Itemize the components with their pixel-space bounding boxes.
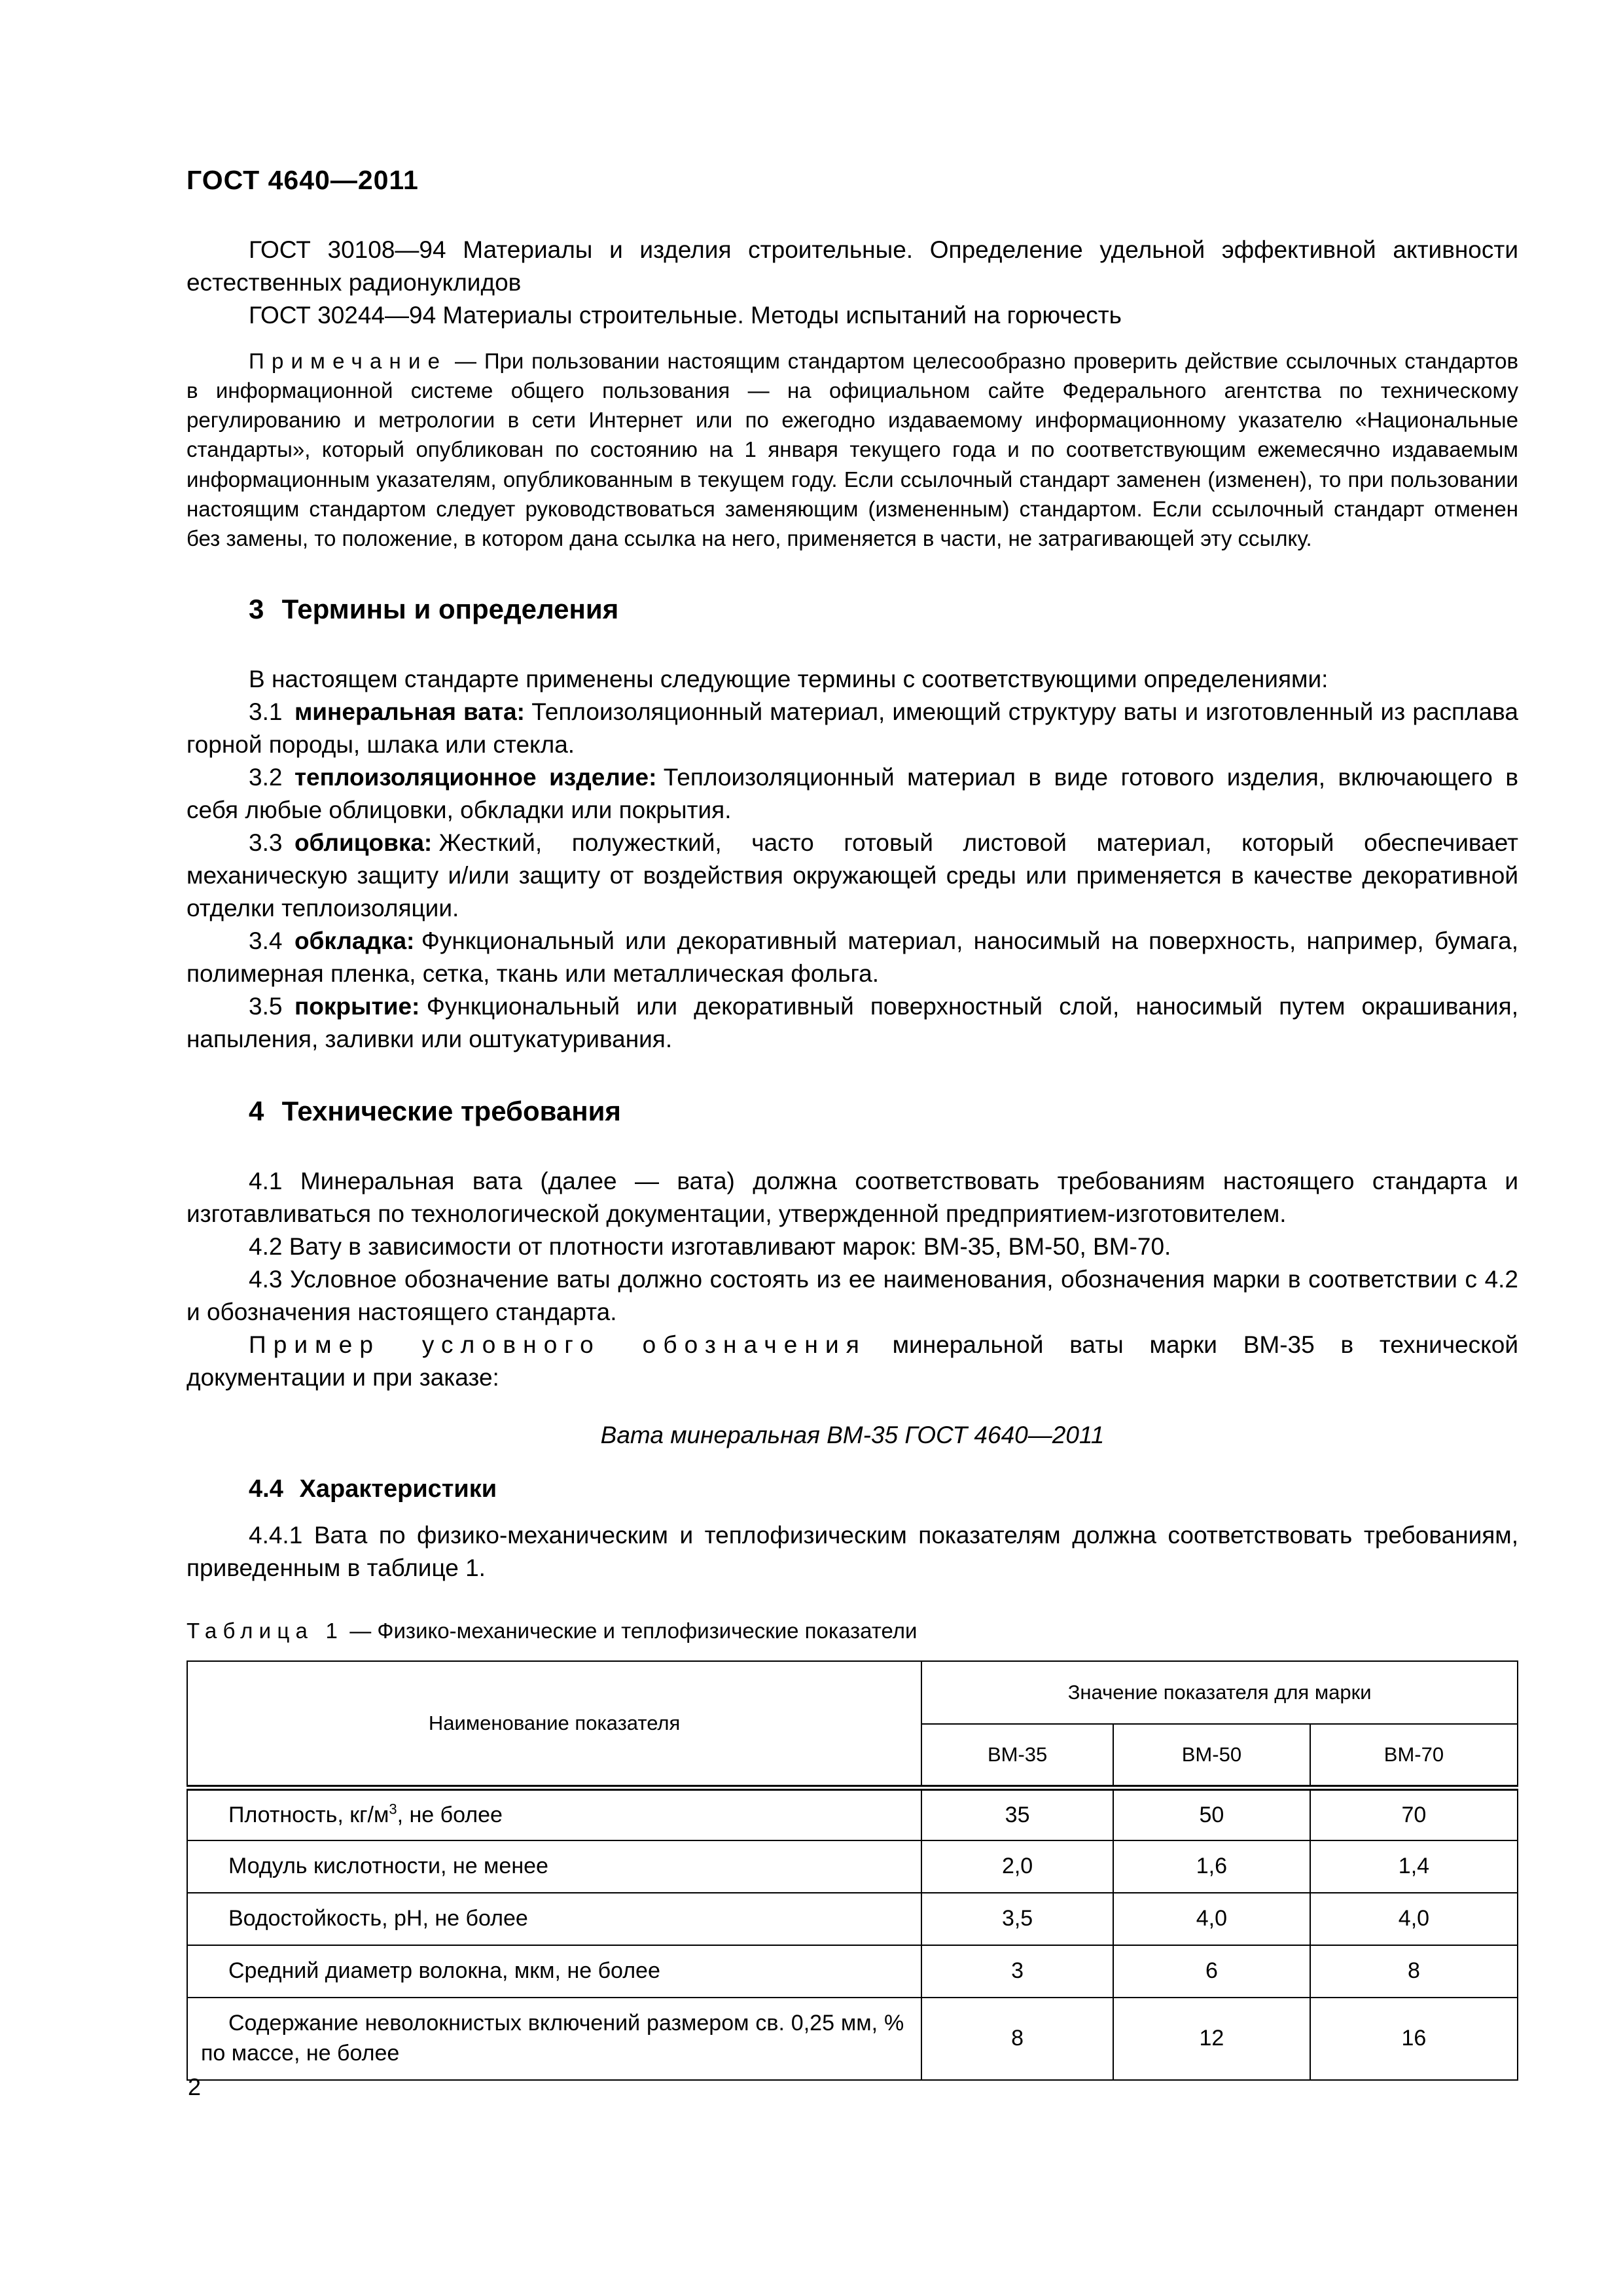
term-3-4 xyxy=(187,925,1518,990)
clause-4-1: 4.1 Минеральная вата (далее — вата) должна соответствовать требованиям настоящего стандарта и изготавливаться по технологической документации, утвержденной предприятием-изготовителем. xyxy=(187,1168,1518,1228)
section-3-title: Термины и определения xyxy=(281,594,619,625)
table-row-fiber-diameter xyxy=(187,1945,1518,1998)
section-3-heading xyxy=(249,594,1518,625)
designation-example-text: минеральной ваты марки ВМ-35 в технической документации и при заказе: xyxy=(187,1331,1518,1391)
designation-example-intro xyxy=(187,1329,1518,1394)
table-row-density xyxy=(187,1788,1518,1840)
term-3-1 xyxy=(187,696,1518,761)
clause-4-2: 4.2 Вату в зависимости от плотности изготавливают марок: ВМ-35, ВМ-50, ВМ-70. xyxy=(249,1233,1171,1261)
subsection-4-4-title: Характеристики xyxy=(299,1475,497,1503)
table-row-water-resistance xyxy=(187,1893,1518,1945)
table-row-nonfibrous-inclusions xyxy=(187,1998,1518,2080)
term-3-2-number: 3.2 xyxy=(249,764,283,791)
cell-density-superscript: 3 xyxy=(389,1801,397,1818)
cell-indicator-fiber-diameter: Средний диаметр волокна, мкм, не более xyxy=(187,1945,921,1998)
section-4-number: 4 xyxy=(249,1096,264,1127)
note-paragraph xyxy=(187,346,1518,553)
cell-indicator-water-resistance: Водостойкость, рН, не более xyxy=(187,1893,921,1945)
term-3-4-number: 3.4 xyxy=(249,927,283,954)
cell-inclusions-vm50: 12 xyxy=(1113,1998,1310,2080)
cell-density-vm35: 35 xyxy=(921,1788,1113,1840)
term-3-5-name: покрытие: xyxy=(294,992,420,1020)
term-3-3-definition: Жесткий, полужесткий, часто готовый листовой материал, который обеспечивает механическую защиту и/или защиту от воздействия окружающей среды или применяется в качестве декоративной отделки теплоизоляции. xyxy=(187,829,1518,922)
cell-water-vm50: 4,0 xyxy=(1113,1893,1310,1945)
term-3-5-definition: Функциональный или декоративный поверхностный слой, наносимый путем окрашивания, напыления, заливки или оштукатуривания. xyxy=(187,992,1518,1052)
term-3-4-definition: Функциональный или декоративный материал, наносимый на поверхность, например, бумага, полимерная пленка, сетка, ткань или металлическая фольга. xyxy=(187,927,1518,987)
section-4-heading xyxy=(249,1096,1518,1127)
table-1-caption-text: — Физико-механические и теплофизические показатели xyxy=(344,1618,918,1643)
cell-inclusions-vm35: 8 xyxy=(921,1998,1113,2080)
term-3-4-name: обкладка: xyxy=(294,927,415,954)
reference-gost-30108: ГОСТ 30108—94 Материалы и изделия строительные. Определение удельной эффективной активности естественных радионуклидов xyxy=(187,236,1518,296)
clause-4-3: 4.3 Условное обозначение ваты должно состоять из ее наименования, обозначения марки в соответствии с 4.2 и обозначения настоящего стандарта. xyxy=(187,1266,1518,1326)
section-3-number: 3 xyxy=(249,594,264,625)
cell-indicator-acidity: Модуль кислотности, не менее xyxy=(187,1840,921,1893)
terms-intro: В настоящем стандарте применены следующие термины с соответствующими определениями: xyxy=(249,666,1329,693)
column-header-value-group: Значение показателя для марки xyxy=(921,1661,1518,1724)
cell-inclusions-vm70: 16 xyxy=(1310,1998,1518,2080)
cell-density-text: Плотность, кг/м xyxy=(228,1802,389,1827)
section-4-title: Технические требования xyxy=(281,1096,621,1127)
cell-acidity-vm35: 2,0 xyxy=(921,1840,1113,1893)
page-number: 2 xyxy=(188,2073,202,2100)
column-header-vm-35: ВМ-35 xyxy=(921,1724,1113,1788)
term-3-2 xyxy=(187,761,1518,827)
cell-density-vm50: 50 xyxy=(1113,1788,1310,1840)
table-1-caption-label: Таблица 1 xyxy=(187,1618,344,1643)
cell-water-vm70: 4,0 xyxy=(1310,1893,1518,1945)
designation-example-label: Пример условного обозначения xyxy=(249,1331,866,1359)
cell-water-vm35: 3,5 xyxy=(921,1893,1113,1945)
cell-density-vm70: 70 xyxy=(1310,1788,1518,1840)
cell-acidity-vm50: 1,6 xyxy=(1113,1840,1310,1893)
term-3-3 xyxy=(187,827,1518,925)
term-3-5-number: 3.5 xyxy=(249,992,283,1020)
term-3-3-number: 3.3 xyxy=(249,829,283,856)
note-label: Примечание xyxy=(249,348,448,373)
clause-4-4-1: 4.4.1 Вата по физико-механическим и теплофизическим показателям должна соответствовать требованиям, приведенным в таблице 1. xyxy=(187,1522,1518,1581)
reference-gost-30244: ГОСТ 30244—94 Материалы строительные. Методы испытаний на горючесть xyxy=(249,301,1122,329)
note-body: — При пользовании настоящим стандартом целесообразно проверить действие ссылочных стандартов в информационной системе общего пользования — на официальном сайте Федерального агентства по техническому регулированию и метрологии в сети Интернет или по ежегодно издаваемому информационному указателю «Национальные стандарты», который опубликован по состоянию на 1 января текущего года и по соответствующим ежемесячно издаваемым информационным указателям, опубликованным в текущем году. Если ссылочный стандарт заменен (изменен), то при пользовании настоящим стандартом следует руководствоваться заменяющим (измененным) стандартом. Если ссылочный стандарт отменен без замены, то положение, в котором дана ссылка на него, применяется в части, не затрагивающей эту ссылку. xyxy=(187,348,1518,551)
table-1-caption xyxy=(187,1619,1518,1643)
doc-code: ГОСТ 4640—2011 xyxy=(187,165,419,195)
term-3-1-name: минеральная вата: xyxy=(294,698,525,726)
table-1 xyxy=(187,1660,1518,2081)
column-header-vm-70: ВМ-70 xyxy=(1310,1724,1518,1788)
cell-fiber-vm35: 3 xyxy=(921,1945,1113,1998)
term-3-5 xyxy=(187,990,1518,1056)
cell-density-text-tail: , не более xyxy=(397,1802,503,1827)
cell-fiber-vm70: 8 xyxy=(1310,1945,1518,1998)
cell-acidity-vm70: 1,4 xyxy=(1310,1840,1518,1893)
term-3-1-definition: Теплоизоляционный материал, имеющий структуру ваты и изготовленный из расплава горной породы, шлака или стекла. xyxy=(187,698,1518,759)
column-header-vm-50: ВМ-50 xyxy=(1113,1724,1310,1788)
cell-indicator-inclusions: Содержание неволокнистых включений размером св. 0,25 мм, % по массе, не более xyxy=(187,1998,921,2080)
term-3-2-definition: Теплоизоляционный материал в виде готового изделия, включающего в себя любые облицовки, обкладки или покрытия. xyxy=(187,764,1518,823)
term-3-3-name: облицовка: xyxy=(294,829,433,856)
term-3-1-number: 3.1 xyxy=(249,698,283,726)
subsection-4-4-heading xyxy=(249,1475,1518,1503)
subsection-4-4-number: 4.4 xyxy=(249,1475,283,1503)
designation-example: Вата минеральная ВМ-35 ГОСТ 4640—2011 xyxy=(600,1422,1105,1449)
cell-indicator-density xyxy=(187,1788,921,1840)
column-header-indicator-name: Наименование показателя xyxy=(187,1661,921,1788)
cell-fiber-vm50: 6 xyxy=(1113,1945,1310,1998)
table-row-acidity-module xyxy=(187,1840,1518,1893)
term-3-2-name: теплоизоляционное изделие: xyxy=(294,764,657,791)
